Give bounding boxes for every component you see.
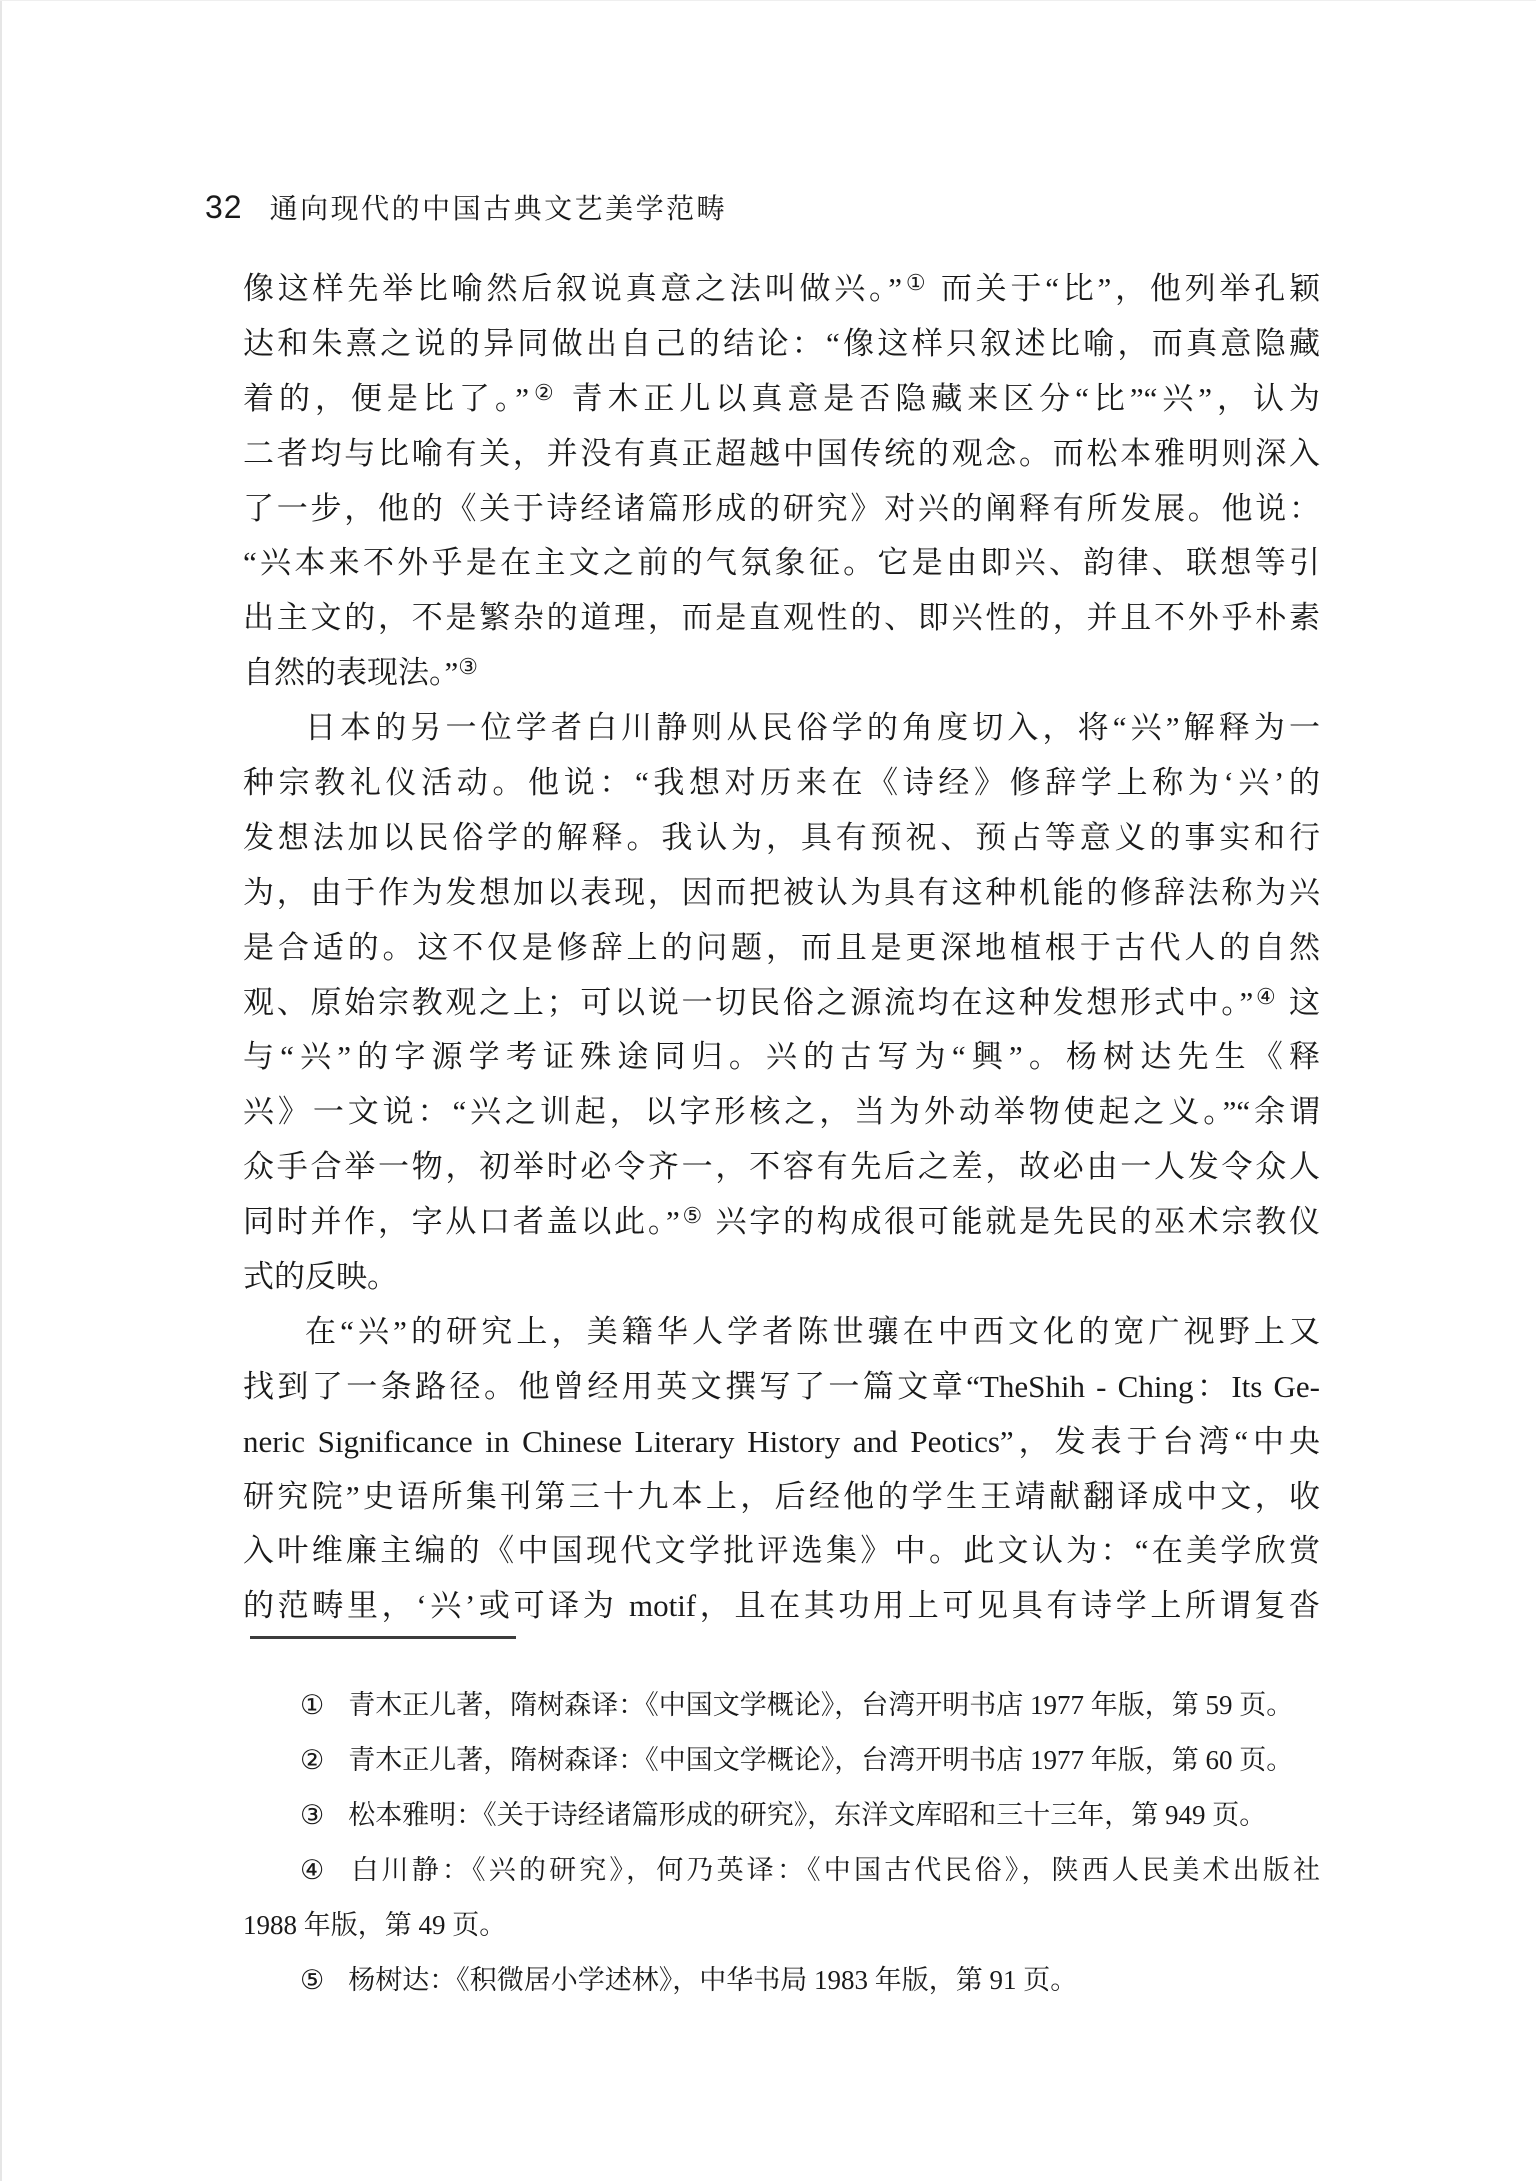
body-line: 自然的表现法。”③ — [243, 654, 478, 691]
footnote-ref: ⑤ — [679, 1203, 706, 1229]
footnote-ref: ④ — [1253, 983, 1279, 1009]
body-line: 日本的另一位学者白川静则从民俗学的角度切入，将“兴”解释为一 — [305, 710, 1320, 746]
footnote-ref: ① — [902, 270, 930, 295]
body-line: “兴本来不外乎是在主文之前的气氛象征。它是由即兴、韵律、联想等引 — [243, 545, 1320, 581]
page-edge-top — [0, 0, 1536, 1]
body-line: 像这样先举比喻然后叙说真意之法叫做兴。”① 而关于“比”，他列举孔颖 — [243, 270, 1320, 306]
body-line: 同时并作，字从口者盖以此。”⑤ 兴字的构成很可能就是先民的巫术宗教仪 — [243, 1203, 1320, 1240]
body-line: 在“兴”的研究上，美籍华人学者陈世骧在中西文化的宽广视野上又 — [305, 1313, 1320, 1349]
body-line: 兴》一文说：“兴之训起，以字形核之，当为外动举物使起之义。”“余谓 — [243, 1094, 1320, 1130]
footnote-marker: ② — [300, 1745, 325, 1775]
body-line: 入叶维廉主编的《中国现代文学批评选集》中。此文认为：“在美学欣赏 — [243, 1533, 1320, 1569]
body-line: 的范畴里，‘兴’或可译为 motif，且在其功用上可见具有诗学上所谓复沓 — [243, 1588, 1320, 1624]
body-line: neric Significance in Chinese Literary History and Peotics”，发表于台湾“中央 — [243, 1423, 1320, 1459]
footnote-marker: ⑤ — [300, 1965, 325, 1995]
footnotes — [243, 1678, 1320, 2008]
page-edge-left — [0, 0, 2, 2181]
body-line: 式的反映。 — [243, 1259, 398, 1295]
footnote-marker: ③ — [300, 1800, 325, 1830]
body-line: 为，由于作为发想加以表现，因而把被认为具有这种机能的修辞法称为兴 — [243, 874, 1320, 910]
footnote-separator — [250, 1636, 516, 1639]
footnote-marker: ① — [300, 1690, 325, 1720]
body-line: 出主文的，不是繁杂的道理，而是直观性的、即兴性的，并且不外乎朴素 — [243, 600, 1320, 636]
header-title: 通向现代的中国古典文艺美学范畴 — [269, 194, 728, 225]
body-line: 种宗教礼仪活动。他说：“我想对历来在《诗经》修辞学上称为‘兴’的 — [243, 765, 1320, 801]
page-number: 32 — [205, 189, 243, 225]
footnote-ref: ③ — [458, 654, 478, 680]
body-text — [243, 262, 1320, 1634]
footnote-item: ① 青木正儿著，隋树森译：《中国文学概论》，台湾开明书店 1977 年版，第 59 页。 — [300, 1690, 1294, 1720]
body-line: 着的，便是比了。”② 青木正儿以真意是否隐藏来区分“比”“兴”，认为 — [243, 379, 1320, 416]
footnote-item: ⑤ 杨树达：《积微居小学述林》，中华书局 1983 年版，第 91 页。 — [300, 1965, 1078, 1995]
body-line: 二者均与比喻有关，并没有真正超越中国传统的观念。而松本雅明则深入 — [243, 435, 1320, 471]
body-line: 达和朱熹之说的异同做出自己的结论：“像这样只叙述比喻，而真意隐藏 — [243, 325, 1320, 361]
footnote-item: ③ 松本雅明：《关于诗经诸篇形成的研究》，东洋文库昭和三十三年，第 949 页。 — [300, 1800, 1267, 1830]
body-line: 是合适的。这不仅是修辞上的问题，而且是更深地植根于古代人的自然 — [243, 929, 1320, 965]
body-line: 找到了一条路径。他曾经用英文撰写了一篇文章“TheShih - Ching：Its Ge- — [243, 1368, 1320, 1404]
footnote-ref: ② — [529, 379, 559, 405]
footnote-item: ② 青木正儿著，隋树森译：《中国文学概论》，台湾开明书店 1977 年版，第 60 页。 — [300, 1745, 1294, 1775]
footnote-item: ④ 白川静：《兴的研究》，何乃英译：《中国古代民俗》，陕西人民美术出版社 — [300, 1855, 1321, 1885]
footnote-marker: ④ — [300, 1855, 328, 1885]
footnote-continuation: 1988 年版，第 49 页。 — [243, 1910, 507, 1940]
body-line: 众手合举一物，初举时必令齐一，不容有先后之差，故必由一人发令众人 — [243, 1149, 1320, 1185]
body-line: 发想法加以民俗学的解释。我认为，具有预祝、预占等意义的事实和行 — [243, 819, 1320, 855]
running-header — [205, 187, 727, 227]
body-line: 与“兴”的字源学考证殊途同归。兴的古写为“興”。杨树达先生《释 — [243, 1039, 1320, 1075]
body-line: 了一步，他的《关于诗经诸篇形成的研究》对兴的阐释有所发展。他说： — [243, 490, 1320, 526]
body-line: 观、原始宗教观之上；可以说一切民俗之源流均在这种发想形式中。”④ 这 — [243, 983, 1320, 1020]
body-line: 研究院”史语所集刊第三十九本上，后经他的学生王靖献翻译成中文，收 — [243, 1478, 1320, 1514]
